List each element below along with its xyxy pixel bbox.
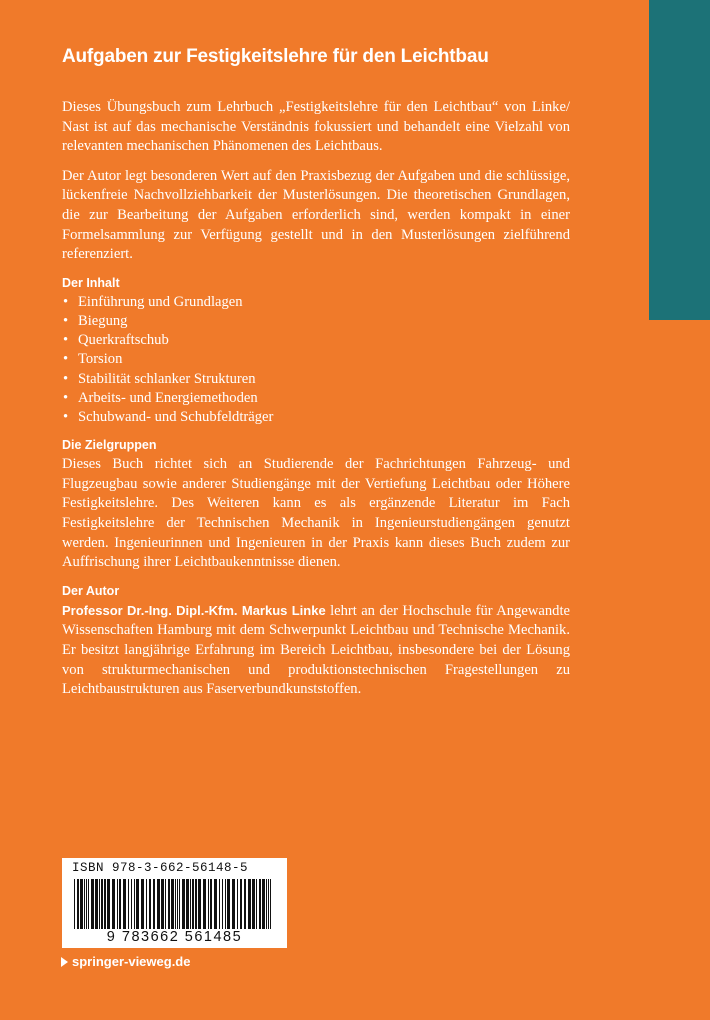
bullet-icon: •	[63, 293, 69, 310]
page-title: Aufgaben zur Festigkeitslehre für den Leichtbau	[62, 46, 489, 67]
isbn-label: ISBN 978-3-662-56148-5	[72, 861, 249, 875]
author-bio: lehrt an der Hochschule für Angewandte Wissenschaften Hamburg mit dem Schwerpunkt Leichtbau und Technische Mechanik. Er besitzt langjährige Erfahrung im Bereich Leichtbau, insbesondere bei der Lösung von strukturmechanischen und produktionstechnischen Fragestellungen zu Leichtbaustrukturen aus Faserverbundkunststoffen.	[62, 602, 570, 698]
author-name: Professor Dr.-Ing. Dipl.-Kfm. Markus Linke	[62, 602, 326, 618]
intro-paragraph-2: Der Autor legt besonderen Wert auf den Praxisbezug der Aufgaben und die schlüssige, lückenfreie Nachvollziehbarkeit der Musterlösungen. Die theoretischen Grundlagen, die zur Bearbeitung der Aufgaben erforderlich sind, werden kompakt in einer Formelsammlung zur Verfügung gestellt und in den Musterlösungen zielführend referenziert.	[62, 167, 570, 263]
list-item: • Querkraftschub	[62, 331, 570, 350]
list-item: • Schubwand- und Schubfeldträger	[62, 408, 570, 427]
bullet-icon: •	[63, 351, 69, 368]
bullet-icon: •	[63, 332, 69, 349]
target-heading: Die Zielgruppen	[62, 438, 157, 453]
list-item: • Einführung und Grundlagen	[62, 293, 570, 312]
list-item: • Arbeits- und Energiemethoden	[62, 389, 570, 408]
bullet-icon: •	[63, 389, 69, 406]
list-item: • Stabilität schlanker Strukturen	[62, 370, 570, 389]
bullet-icon: •	[63, 370, 69, 387]
isbn-digits: 9 783662 561485	[106, 929, 243, 945]
publisher-label: springer-vieweg.de	[72, 954, 191, 969]
barcode-icon	[74, 879, 275, 929]
teal-side-band	[649, 0, 710, 320]
contents-heading: Der Inhalt	[62, 275, 120, 290]
back-cover-text	[62, 98, 570, 710]
target-paragraph: Dieses Buch richtet sich an Studierende der Fachrichtungen Fahrzeug- und Flugzeugbau sowie anderer Studiengänge mit der Vertiefung Leichtbau oder Höhere Festigkeitslehre. Des Weiteren kann es als ergänzende Literatur im Fach Festigkeitslehre der Technischen Mechanik in Ingenieurstudiengängen genutzt werden. Ingenieurinnen und Ingenieuren in der Praxis kann dieses Buch zudem zur Auffrischung ihrer Leichtbaukenntnisse dienen.	[62, 456, 570, 571]
author-paragraph	[62, 601, 570, 700]
bullet-icon: •	[63, 312, 69, 329]
publisher-link[interactable]	[61, 954, 190, 969]
arrow-icon	[61, 957, 68, 967]
list-item: • Biegung	[62, 312, 570, 331]
barcode-box	[62, 858, 287, 948]
contents-list	[62, 293, 570, 427]
author-heading: Der Autor	[62, 583, 120, 598]
intro-paragraph-1: Dieses Übungsbuch zum Lehrbuch „Festigkeitslehre für den Leichtbau“ von Linke/ Nast ist auf das mechanische Verständnis fokussiert und behandelt eine Vielzahl von relevanten mechanischen Phänomenen des Leichtbaus.	[62, 99, 570, 155]
bullet-icon: •	[63, 408, 69, 425]
list-item: • Torsion	[62, 350, 570, 369]
